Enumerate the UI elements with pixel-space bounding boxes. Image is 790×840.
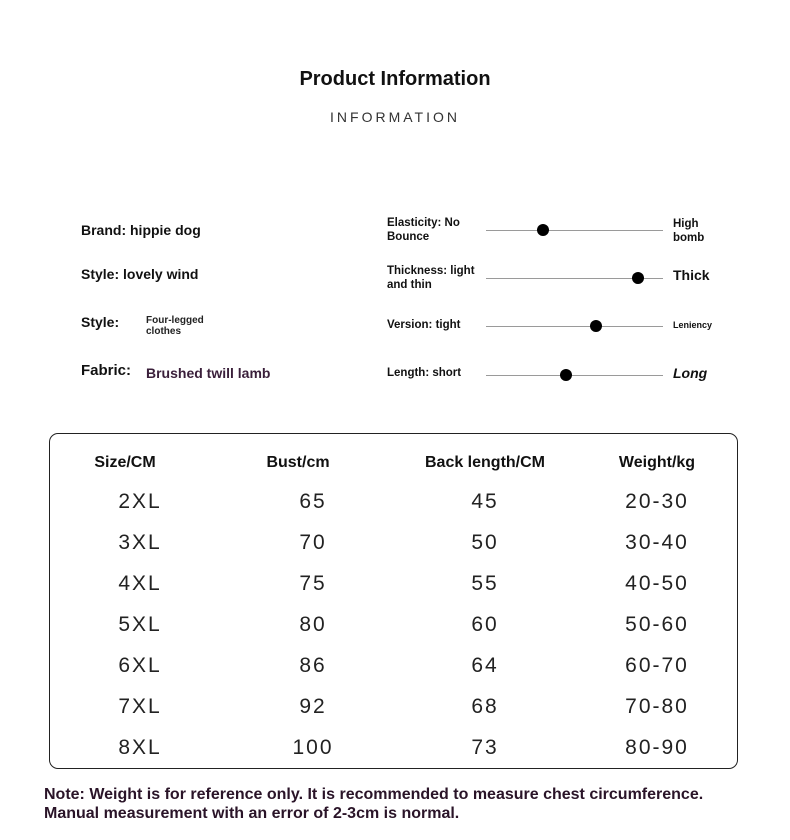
style-value-line2: clothes: [146, 326, 182, 337]
scale-left-line2: Bounce: [387, 231, 430, 243]
scale-left-label: Version: tight: [387, 319, 461, 331]
table-header-back-length: Back length/CM: [424, 454, 545, 471]
table-cell: 73: [471, 736, 499, 759]
scale-left-line1: Elasticity: No: [387, 217, 460, 229]
table-cell: 60-70: [625, 654, 689, 677]
note-line2: Manual measurement with an error of 2-3cm is normal.: [44, 805, 460, 822]
table-cell: 60: [471, 613, 499, 636]
table-cell: 75: [299, 572, 327, 595]
style-text: Style: lovely wind: [81, 266, 199, 282]
table-cell: 80: [299, 613, 327, 636]
table-cell: 7XL: [118, 695, 162, 718]
table-cell: 92: [299, 695, 327, 718]
scale-track: [486, 230, 663, 231]
scale-track: [486, 375, 663, 376]
table-cell: 5XL: [118, 613, 162, 636]
brand-text: Brand: hippie dog: [81, 222, 201, 238]
fabric-label: Fabric:: [81, 362, 132, 379]
scale-right-label: [673, 217, 704, 245]
table-cell: 30-40: [625, 531, 689, 554]
scale-left-label: [387, 216, 460, 244]
scale-right-label: Leniency: [673, 320, 713, 330]
table-cell: 50: [471, 531, 499, 554]
table-cell: 80-90: [625, 736, 689, 759]
table-cell: 86: [299, 654, 327, 677]
scale-track: [486, 326, 663, 327]
scale-right-line2: bomb: [673, 232, 705, 244]
table-cell: 3XL: [118, 531, 162, 554]
style-value-line1: Four-legged: [146, 315, 204, 326]
table-cell: 45: [471, 490, 499, 513]
scale-left-label: [387, 264, 475, 292]
table-cell: 50-60: [625, 613, 689, 636]
scale-right-label: Long: [673, 365, 708, 381]
table-cell: 55: [471, 572, 499, 595]
scale-knob: [632, 272, 644, 284]
scale-left-label: Length: short: [387, 367, 462, 379]
page-subtitle: INFORMATION: [330, 109, 460, 125]
table-cell: 6XL: [118, 654, 162, 677]
table-cell: 4XL: [118, 572, 162, 595]
table-cell: 100: [292, 736, 334, 759]
fabric-value: Brushed twill lamb: [146, 365, 271, 381]
table-cell: 2XL: [118, 490, 162, 513]
page-title: Product Information: [299, 68, 491, 90]
scale-knob: [537, 224, 549, 236]
scale-right-line1: High: [673, 218, 699, 230]
table-cell: 64: [471, 654, 499, 677]
table-header-bust: Bust/cm: [266, 454, 330, 471]
scale-left-line2: and thin: [387, 279, 432, 291]
note-line1: Note: Weight is for reference only. It is recommended to measure chest circumference.: [44, 786, 704, 803]
table-cell: 20-30: [625, 490, 689, 513]
size-table: [49, 433, 738, 769]
table-cell: 8XL: [118, 736, 162, 759]
table-cell: 70-80: [625, 695, 689, 718]
table-header-weight: Weight/kg: [618, 454, 696, 471]
table-header-size: Size/CM: [94, 454, 156, 471]
scale-right-label: Thick: [673, 267, 710, 283]
table-cell: 68: [471, 695, 499, 718]
table-cell: 40-50: [625, 572, 689, 595]
scale-left-line1: Thickness: light: [387, 265, 475, 277]
note: [44, 785, 784, 823]
scale-knob: [560, 369, 572, 381]
style-label: Style:: [81, 314, 120, 330]
table-cell: 70: [299, 531, 327, 554]
table-cell: 65: [299, 490, 327, 513]
scale-knob: [590, 320, 602, 332]
